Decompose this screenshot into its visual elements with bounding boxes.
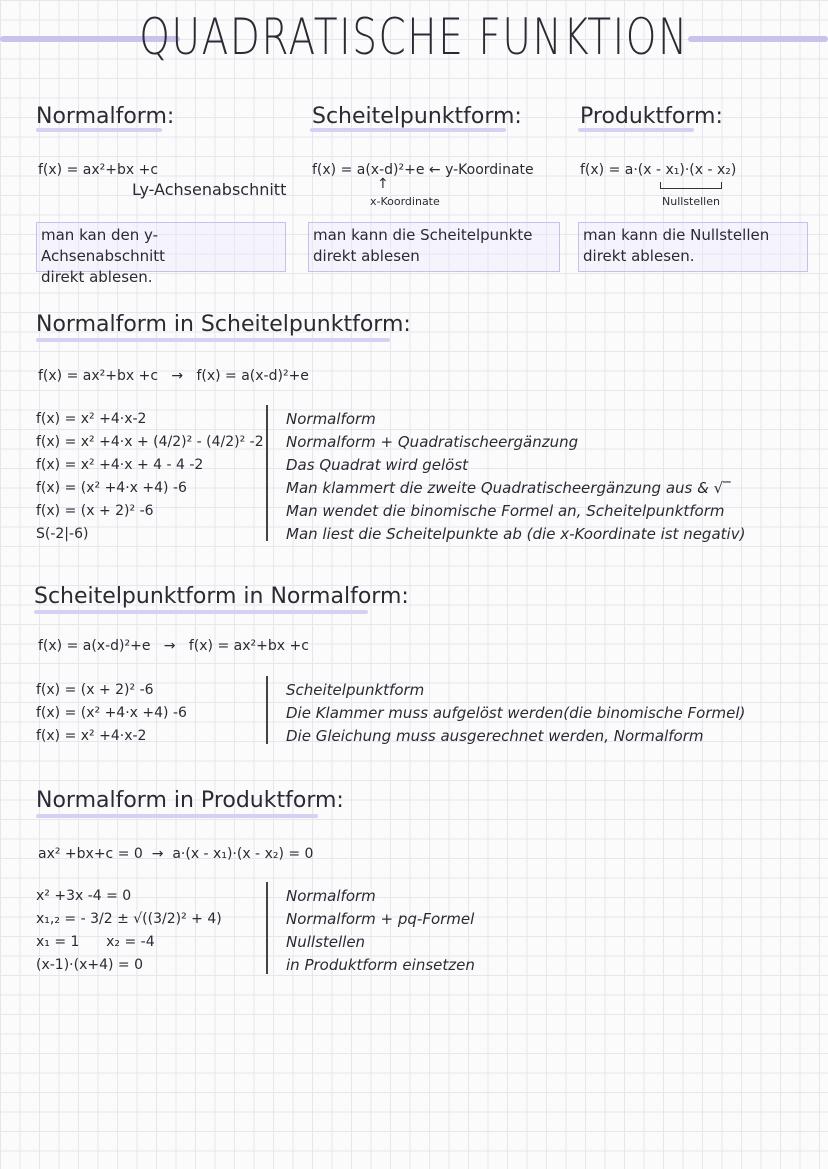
scheitelpunktform-box — [308, 222, 560, 272]
produktform-formula: f(x) = a·(x - x₁)·(x - x₂) — [580, 162, 737, 178]
page-title: QUADRATISCHE FUNKTION — [139, 8, 689, 66]
section1-note: Man klammert die zweite Quadratischeergänzung aus & √‾ — [286, 479, 731, 497]
heading-highlight — [34, 610, 368, 614]
section2-note: Die Klammer muss aufgelöst werden(die binomische Formel) — [286, 704, 746, 722]
section1-note: Das Quadrat wird gelöst — [286, 456, 469, 474]
normalform-box — [36, 222, 286, 286]
section1-eq: S(-2|-6) — [36, 526, 89, 542]
up-arrow-icon: ↑ — [377, 176, 389, 192]
section3-note: Nullstellen — [286, 933, 366, 951]
produktform-box-line1: man kann die Nullstellen — [583, 226, 770, 244]
section1-eq: f(x) = (x + 2)² -6 — [36, 503, 154, 519]
section1-heading: Normalform in Scheitelpunktform: — [36, 312, 411, 337]
section3-eq: x₁,₂ = - 3/2 ± √((3/2)² + 4) — [36, 911, 222, 927]
section2-heading: Scheitelpunktform in Normalform: — [34, 584, 409, 609]
produktform-heading: Produktform: — [580, 104, 723, 129]
produktform-box — [578, 222, 808, 272]
section2-equations — [36, 679, 187, 748]
section1-divider — [266, 405, 268, 541]
produktform-box-line2: direkt ablesen. — [583, 247, 695, 265]
section2-divider — [266, 676, 268, 744]
section3-eq: x² +3x -4 = 0 — [36, 888, 132, 904]
section2-note: Scheitelpunktform — [286, 681, 425, 699]
section2-eq: f(x) = (x² +4·x +4) -6 — [36, 705, 187, 721]
normalform-box-line1: man kan den y-Achsenabschnitt — [41, 226, 166, 265]
section3-note: in Produktform einsetzen — [286, 956, 475, 974]
section3-divider — [266, 882, 268, 974]
section1-eq: f(x) = x² +4·x + 4 - 4 -2 — [36, 457, 204, 473]
heading-highlight — [36, 814, 318, 818]
scheitelpunktform-heading: Scheitelpunktform: — [312, 104, 522, 129]
section2-eq: f(x) = (x + 2)² -6 — [36, 682, 154, 698]
scheitelpunktform-box-line1: man kann die Scheitelpunkte — [313, 226, 533, 244]
section2-eq: f(x) = x² +4·x-2 — [36, 728, 147, 744]
section1-equations — [36, 408, 264, 546]
produktform-bracket — [660, 182, 722, 189]
normalform-formula: f(x) = ax²+bx +c — [38, 162, 159, 178]
section2-intro: f(x) = a(x-d)²+e → f(x) = ax²+bx +c — [38, 638, 309, 654]
normalform-annotation: Ly-Achsenabschnitt — [132, 180, 287, 199]
section1-note: Normalform + Quadratischeergänzung — [286, 433, 579, 451]
section1-intro: f(x) = ax²+bx +c → f(x) = a(x-d)²+e — [38, 368, 309, 384]
normalform-box-line2: direkt ablesen. — [41, 268, 153, 286]
section2-notes — [286, 679, 745, 748]
section1-eq: f(x) = (x² +4·x +4) -6 — [36, 480, 187, 496]
section1-notes — [286, 408, 745, 546]
heading-highlight — [36, 338, 390, 342]
section3-note: Normalform — [286, 887, 376, 905]
scheitelpunktform-box-line2: direkt ablesen — [313, 247, 420, 265]
section3-note: Normalform + pq-Formel — [286, 910, 475, 928]
section1-eq: f(x) = x² +4·x-2 — [36, 411, 147, 427]
section3-notes — [286, 885, 475, 977]
section1-note: Normalform — [286, 410, 376, 428]
section3-eq: (x-1)·(x+4) = 0 — [36, 957, 144, 973]
section2-note: Die Gleichung muss ausgerechnet werden, Normalform — [286, 727, 704, 745]
scheitelpunktform-formula: f(x) = a(x-d)²+e ← y-Koordinate — [312, 162, 534, 178]
section1-note: Man wendet die binomische Formel an, Scheitelpunktform — [286, 502, 725, 520]
section3-heading: Normalform in Produktform: — [36, 788, 344, 813]
section3-intro: ax² +bx+c = 0 → a·(x - x₁)·(x - x₂) = 0 — [38, 846, 314, 862]
normalform-heading: Normalform: — [36, 104, 175, 129]
section1-eq: f(x) = x² +4·x + (4/2)² - (4/2)² -2 — [36, 434, 264, 450]
section3-eq: x₁ = 1 x₂ = -4 — [36, 934, 155, 950]
produktform-annotation: Nullstellen — [662, 195, 720, 208]
scheitelpunktform-annotation: x-Koordinate — [370, 195, 440, 208]
section3-equations — [36, 885, 222, 977]
section1-note: Man liest die Scheitelpunkte ab (die x-Koordinate ist negativ) — [286, 525, 746, 543]
